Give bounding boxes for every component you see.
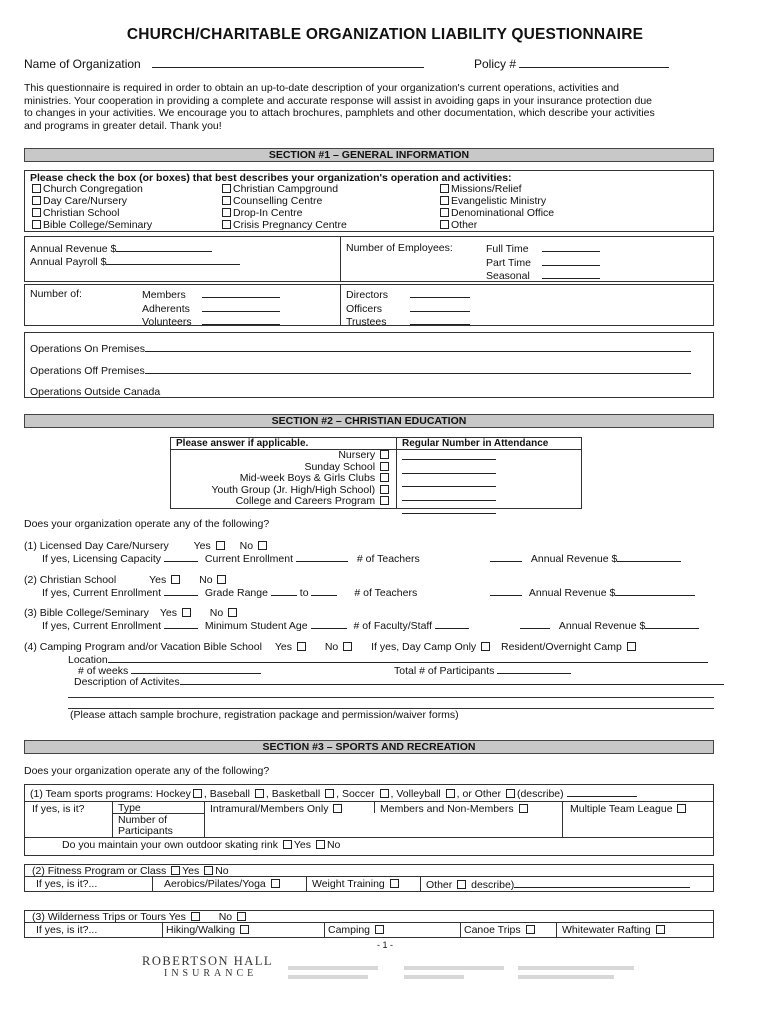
checkbox[interactable]	[237, 912, 246, 921]
checkbox[interactable]	[380, 473, 389, 482]
description-line	[68, 697, 714, 698]
checkbox[interactable]	[440, 208, 449, 217]
q3-detail-row	[42, 619, 469, 632]
intro-line: This questionnaire is required in order to obtain an up-to-date description of your organization's current operations, activities and	[24, 82, 620, 94]
fitness-describe-field[interactable]	[514, 878, 690, 888]
checkbox[interactable]	[216, 541, 225, 550]
checkbox[interactable]	[380, 485, 389, 494]
checkbox[interactable]	[258, 541, 267, 550]
intramural-option	[210, 803, 344, 815]
annual-revenue-label: Annual Revenue $	[30, 243, 117, 255]
camping-label: Camping	[328, 924, 371, 936]
checkbox[interactable]	[171, 866, 180, 875]
description-row	[74, 675, 724, 688]
q2-grade-from-field[interactable]	[271, 586, 297, 596]
no-label: No	[215, 865, 229, 877]
q2-label: (2) Christian School	[24, 574, 117, 586]
checkbox[interactable]	[32, 220, 41, 229]
checkbox[interactable]	[228, 608, 237, 617]
attendance-field[interactable]	[402, 464, 496, 474]
footer-address-block	[288, 964, 384, 986]
q3-faculty-field[interactable]	[435, 619, 469, 629]
q4-resident-label: Resident/Overnight Camp	[501, 641, 622, 653]
divider	[340, 284, 341, 326]
activity-church-congregation: Church Congregation	[43, 183, 143, 195]
program-youth-group: Youth Group (Jr. High/High School)	[211, 483, 376, 496]
activity-missions-relief: Missions/Relief	[451, 183, 522, 195]
location-field[interactable]	[108, 653, 708, 663]
checkbox[interactable]	[506, 789, 515, 798]
whitewater-option	[562, 924, 667, 936]
page-title: CHURCH/CHARITABLE ORGANIZATION LIABILITY QUESTIONNAIRE	[126, 26, 644, 43]
q2-enrollment-label: If yes, Current Enrollment	[42, 587, 162, 599]
programs-list	[176, 450, 391, 508]
attendance-field[interactable]	[402, 504, 496, 514]
aerobics-option	[164, 878, 282, 890]
activities-col-2	[220, 183, 347, 231]
q1-row	[24, 540, 269, 552]
checkbox[interactable]	[204, 866, 213, 875]
no-label: No	[326, 839, 341, 851]
yes-label: Yes	[149, 574, 167, 586]
divider	[112, 801, 113, 837]
annual-payroll-label: Annual Payroll $	[30, 256, 107, 268]
divider	[324, 922, 325, 938]
checkbox[interactable]	[343, 642, 352, 651]
section-1-heading: SECTION #1 – GENERAL INFORMATION	[24, 148, 714, 162]
answer-header: Please answer if applicable.	[176, 438, 309, 449]
q2-teachers-label: # of Teachers	[354, 587, 418, 599]
soccer-label: , Soccer	[336, 788, 375, 800]
weeks-field[interactable]	[131, 664, 261, 674]
no-label: No	[218, 911, 233, 923]
attendance-fields	[402, 450, 496, 518]
camping-option	[328, 924, 386, 936]
activity-christian-campground: Christian Campground	[233, 183, 339, 195]
team-sports-row	[30, 787, 637, 800]
checkbox[interactable]	[271, 879, 280, 888]
checkbox[interactable]	[193, 789, 202, 798]
full-time-label: Full Time	[486, 243, 529, 255]
footer-email-block	[518, 964, 638, 986]
policy-number-row	[474, 58, 669, 72]
program-sunday-school: Sunday School	[304, 460, 376, 473]
q2-revenue-label: Annual Revenue $	[528, 587, 616, 599]
checkbox[interactable]	[380, 496, 389, 505]
checkbox[interactable]	[325, 789, 334, 798]
type-cell	[118, 803, 173, 838]
intro-paragraph	[24, 82, 655, 132]
q3-enrollment-label: If yes, Current Enrollment	[42, 620, 162, 632]
employees-label: Number of Employees:	[346, 242, 453, 254]
no-label: No	[324, 641, 339, 653]
aerobics-label: Aerobics/Pilates/Yoga	[164, 878, 266, 890]
officers-field[interactable]	[410, 302, 470, 312]
activities-prompt: Please check the box (or boxes) that best describes your organization's operation and activities:	[30, 172, 512, 184]
hiking-label: Hiking/Walking	[166, 924, 236, 936]
q3-faculty-field-extra[interactable]	[520, 619, 550, 629]
ops-on-field[interactable]	[145, 342, 691, 352]
operate-question: Does your organization operate any of the following?	[24, 518, 270, 530]
page-number: - 1 -	[376, 940, 393, 950]
q3-age-field[interactable]	[311, 619, 347, 629]
number-of-label: Number of:	[30, 288, 82, 300]
q1-revenue-field[interactable]	[617, 552, 681, 562]
checkbox[interactable]	[656, 925, 665, 934]
attach-note: (Please attach sample brochure, registration package and permission/waiver forms)	[70, 709, 459, 721]
policy-number-field[interactable]	[519, 58, 669, 68]
checkbox[interactable]	[333, 804, 342, 813]
ops-outside-label: Operations Outside Canada	[30, 386, 161, 398]
number-of-label: Number of	[118, 813, 168, 826]
q4-day-camp-label: If yes, Day Camp Only	[371, 641, 477, 653]
q2-revenue-field[interactable]	[615, 586, 695, 596]
participants-label: Participants	[118, 825, 173, 837]
fitness-other-label: Other	[426, 879, 453, 891]
divider	[306, 876, 307, 892]
activities-col-3	[438, 183, 554, 231]
checkbox[interactable]	[32, 208, 41, 217]
checkbox[interactable]	[222, 208, 231, 217]
checkbox[interactable]	[446, 789, 455, 798]
ops-off-row	[30, 364, 691, 377]
activity-christian-school: Christian School	[43, 207, 120, 219]
divider	[152, 876, 153, 892]
q1-enrollment-label: Current Enrollment	[204, 553, 294, 565]
q2-detail-row	[42, 586, 417, 599]
describe-label: (describe)	[516, 788, 564, 800]
members-non-option	[380, 803, 530, 815]
checkbox[interactable]	[32, 196, 41, 205]
volleyball-label: , Volleyball	[390, 788, 441, 800]
checkbox[interactable]	[380, 462, 389, 471]
canoe-label: Canoe Trips	[464, 924, 521, 936]
policy-number-label: Policy #	[474, 57, 517, 71]
skating-row	[62, 839, 340, 851]
checkbox[interactable]	[255, 789, 264, 798]
directors-field[interactable]	[410, 288, 470, 298]
members-non-label: Members and Non-Members	[380, 803, 514, 815]
describe-field[interactable]	[567, 787, 637, 797]
attendance-field[interactable]	[402, 477, 496, 487]
company-logo	[142, 954, 273, 980]
q2-grade-label: Grade Range	[204, 587, 268, 599]
skating-label: Do you maintain your own outdoor skating rink	[62, 839, 278, 851]
checkbox[interactable]	[217, 575, 226, 584]
q1-label: (1) Licensed Day Care/Nursery	[24, 540, 169, 552]
volunteers-field[interactable]	[202, 315, 280, 325]
annual-revenue-field[interactable]	[116, 242, 212, 252]
checkbox[interactable]	[375, 925, 384, 934]
organization-name-row	[24, 58, 424, 72]
activities-col-1	[30, 183, 152, 231]
q4-label: (4) Camping Program and/or Vacation Bible School	[24, 641, 262, 653]
logo-wordmark: ROBERTSON HALL	[142, 954, 274, 968]
checkbox[interactable]	[297, 642, 306, 651]
trustees-field[interactable]	[410, 315, 470, 325]
ops-off-field[interactable]	[145, 364, 691, 374]
organization-name-label: Name of Organization	[24, 57, 141, 71]
ops-on-label: Operations On Premises	[30, 343, 145, 355]
team-sports-label: (1) Team sports programs: Hockey	[30, 788, 191, 800]
q1-teachers-label: # of Teachers	[356, 553, 420, 565]
q1-capacity-label: If yes, Licensing Capacity	[42, 553, 162, 565]
checkbox[interactable]	[182, 608, 191, 617]
checkbox[interactable]	[222, 220, 231, 229]
checkbox[interactable]	[222, 196, 231, 205]
multiple-team-option	[570, 803, 688, 815]
logo-subtitle: INSURANCE	[164, 968, 258, 980]
members-fields	[142, 288, 280, 329]
checkbox[interactable]	[677, 804, 686, 813]
divider	[556, 922, 557, 938]
weight-label: Weight Training	[312, 878, 385, 890]
activity-denominational: Denominational Office	[451, 207, 555, 219]
checkbox[interactable]	[380, 450, 389, 459]
q3-row	[24, 607, 239, 619]
revenue-fields	[30, 242, 240, 268]
participants-field[interactable]	[497, 664, 571, 674]
q2-row	[24, 574, 228, 586]
q1-enrollment-field[interactable]	[296, 552, 348, 562]
attendance-field[interactable]	[402, 491, 496, 501]
operate-question-2: Does your organization operate any of the following?	[24, 765, 270, 777]
hiking-option	[166, 924, 251, 936]
fitness-label: (2) Fitness Program or Class	[32, 865, 167, 877]
divider	[162, 922, 163, 938]
q4-row	[24, 641, 638, 653]
checkbox[interactable]	[440, 220, 449, 229]
checkbox[interactable]	[380, 789, 389, 798]
attendance-field[interactable]	[402, 450, 496, 460]
participants-label: Total # of Participants	[394, 665, 495, 677]
multiple-team-label: Multiple Team League	[570, 803, 673, 815]
activity-other: Other	[451, 219, 478, 231]
checkbox[interactable]	[32, 184, 41, 193]
yes-label: Yes	[193, 540, 211, 552]
fitness-describe-label: describe)	[471, 879, 515, 891]
description-field[interactable]	[180, 675, 724, 685]
q2-revenue-row	[490, 586, 695, 599]
checkbox[interactable]	[222, 184, 231, 193]
checkbox[interactable]	[191, 912, 200, 921]
q1-revenue-label: Annual Revenue $	[530, 553, 618, 565]
checkbox[interactable]	[440, 196, 449, 205]
q1-detail-row	[42, 552, 420, 565]
checkbox[interactable]	[457, 880, 466, 889]
wilderness-row	[32, 911, 248, 923]
program-nursery: Nursery	[338, 449, 376, 461]
footer-phone-block	[404, 964, 508, 986]
location-label: Location	[68, 654, 108, 666]
or-other-label: , or Other	[456, 788, 502, 800]
seasonal-field[interactable]	[542, 269, 600, 279]
q1-revenue-row	[490, 552, 681, 565]
program-college-careers: College and Careers Program	[235, 495, 376, 507]
intro-line: and programs in greater detail. Thank you!	[24, 119, 222, 132]
q1-capacity-field[interactable]	[164, 552, 198, 562]
yes-label: Yes	[274, 641, 292, 653]
part-time-label: Part Time	[486, 256, 531, 269]
checkbox[interactable]	[627, 642, 636, 651]
no-label: No	[209, 607, 224, 619]
divider	[204, 801, 205, 837]
ops-off-label: Operations Off Premises	[30, 365, 145, 377]
section-2-heading: SECTION #2 – CHRISTIAN EDUCATION	[24, 414, 714, 428]
wilderness-if-yes-label: If yes, is it?...	[36, 924, 98, 936]
directors-fields	[346, 288, 470, 329]
activity-crisis-pregnancy: Crisis Pregnancy Centre	[233, 219, 347, 231]
yes-label: Yes	[293, 839, 312, 851]
yes-label: Yes	[182, 865, 200, 877]
q2-teachers-field[interactable]	[490, 586, 522, 596]
yes-label: Yes	[159, 607, 177, 619]
if-yes-label: If yes, is it?	[32, 803, 85, 815]
q3-label: (3) Bible College/Seminary	[24, 607, 149, 619]
q3-age-label: Minimum Student Age	[204, 620, 308, 632]
wilderness-label: (3) Wilderness Trips or Tours Yes	[32, 911, 186, 923]
fitness-row	[32, 865, 229, 877]
organization-name-field[interactable]	[152, 58, 424, 68]
q1-teachers-field[interactable]	[490, 552, 522, 562]
checkbox[interactable]	[283, 840, 292, 849]
divider	[396, 437, 397, 509]
q3-revenue-label: Annual Revenue $	[558, 620, 646, 632]
intramural-label: Intramural/Members Only	[210, 803, 329, 815]
type-label: Type	[118, 802, 141, 814]
checkbox[interactable]	[526, 925, 535, 934]
adherents-label: Adherents	[142, 302, 190, 315]
divider	[374, 801, 375, 813]
officers-label: Officers	[346, 302, 382, 315]
intro-line: to changes in your activities. We encourage you to attach brochures, pamphlets and other documentation, which describe your activities	[24, 107, 655, 120]
divider	[460, 922, 461, 938]
q2-to-label: to	[299, 587, 309, 599]
fitness-if-yes-label: If yes, is it?...	[36, 878, 98, 890]
description-label: Description of Activites	[74, 676, 180, 688]
part-time-field[interactable]	[542, 256, 600, 266]
q2-grade-to-field[interactable]	[311, 586, 337, 596]
weeks-label: # of weeks	[78, 665, 129, 677]
divider	[562, 801, 563, 837]
seasonal-label: Seasonal	[486, 270, 530, 282]
q3-revenue-row	[520, 619, 699, 632]
fitness-other-option	[426, 878, 690, 891]
adherents-field[interactable]	[202, 302, 280, 312]
activity-bible-college: Bible College/Seminary	[43, 219, 153, 231]
members-label: Members	[142, 289, 186, 301]
weight-option	[312, 878, 401, 890]
q3-enrollment-field[interactable]	[164, 619, 198, 629]
q2-enrollment-field[interactable]	[164, 586, 198, 596]
ops-on-row	[30, 342, 691, 355]
divider	[420, 876, 421, 892]
no-label: No	[199, 574, 213, 586]
activity-drop-in-centre: Drop-In Centre	[233, 207, 303, 219]
members-field[interactable]	[202, 288, 280, 298]
trustees-label: Trustees	[346, 316, 387, 328]
q3-revenue-field[interactable]	[645, 619, 699, 629]
intro-line: ministries. Your cooperation in providing a complete and accurate response will assist in avoiding gaps in your insurance protection due	[24, 94, 653, 107]
volunteers-label: Volunteers	[142, 316, 192, 328]
directors-label: Directors	[346, 289, 389, 301]
employees-fields	[486, 242, 600, 283]
canoe-option	[464, 924, 537, 936]
whitewater-label: Whitewater Rafting	[562, 924, 651, 936]
checkbox[interactable]	[481, 642, 490, 651]
attendance-header: Regular Number in Attendance	[402, 438, 549, 449]
program-midweek-clubs: Mid-week Boys & Girls Clubs	[239, 472, 376, 484]
baseball-label: , Baseball	[203, 788, 250, 800]
q3-faculty-label: # of Faculty/Staff	[353, 620, 433, 632]
basketball-label: , Basketball	[265, 788, 321, 800]
checkbox[interactable]	[171, 575, 180, 584]
checkbox[interactable]	[316, 840, 325, 849]
divider	[340, 236, 341, 282]
checkbox[interactable]	[519, 804, 528, 813]
checkbox[interactable]	[440, 184, 449, 193]
checkbox[interactable]	[390, 879, 399, 888]
checkbox[interactable]	[240, 925, 249, 934]
activity-counselling-centre: Counselling Centre	[233, 195, 323, 207]
section-3-heading: SECTION #3 – SPORTS AND RECREATION	[24, 740, 714, 754]
full-time-field[interactable]	[542, 242, 600, 252]
no-label: No	[239, 540, 254, 552]
annual-payroll-field[interactable]	[106, 255, 240, 265]
activity-evangelistic: Evangelistic Ministry	[451, 195, 547, 207]
activity-day-care: Day Care/Nursery	[43, 195, 128, 207]
